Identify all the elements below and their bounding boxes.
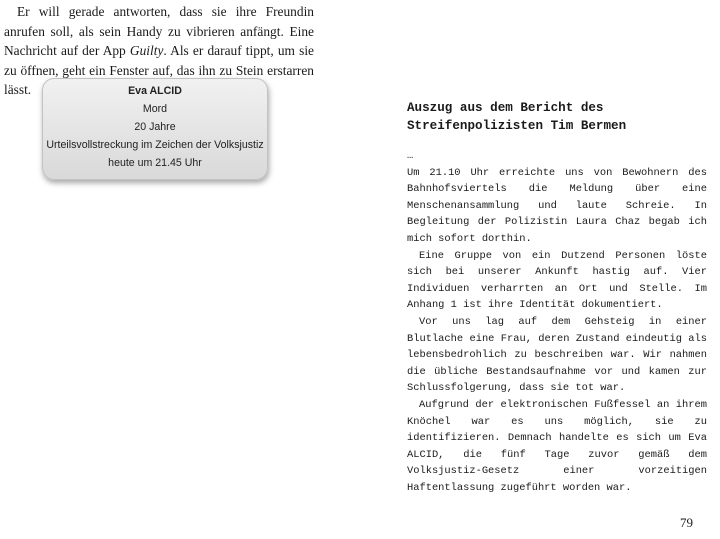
app-notification-popup[interactable] xyxy=(42,78,268,180)
right-page xyxy=(360,0,720,539)
report-paragraph-2: Eine Gruppe von ein Dutzend Personen löste sich bei unserer Ankunft hastig auf. Vier Individuen verharrten an Ort und Stelle. Im Anhang 1 ist ihre Identität dokumentiert. xyxy=(407,249,707,312)
notification-sentence: 20 Jahre xyxy=(134,121,176,133)
report-ellipsis: … xyxy=(407,150,414,162)
left-page xyxy=(0,0,330,539)
report-paragraph-1: Um 21.10 Uhr erreichte uns von Bewohnern des Bahnhofsviertels die Meldung über eine Menschenansammlung und laute Schreie. In Begleitung der Polizistin Laura Chaz begab ich mich sofort dorthin. xyxy=(407,166,707,245)
notification-crime: Mord xyxy=(142,103,168,115)
notification-time: heute um 21.45 Uhr xyxy=(108,157,202,169)
report-paragraph-3: Vor uns lag auf dem Gehsteig in einer Blutlache eine Frau, deren Zustand eindeutig als lebensbedrohlich zu beschreiben war. Wir nahmen die übliche Bestandsaufnahme vor und kamen zur Schlussfolgerung, dass sie tot war. xyxy=(407,315,707,395)
page-number: 79 xyxy=(680,515,693,530)
report-body xyxy=(407,148,707,496)
intro-text-start: Er will gerade antworten, dass sie ihre Freundin anrufen soll, als sein Handy zu vibrieren anfängt. Eine Nachricht auf der App xyxy=(4,4,314,58)
report-paragraph-4: Aufgrund der elektronischen Fußfessel an ihrem Knöchel war es uns möglich, sie zu identifizieren. Demnach handelte es sich um Eva ALCID, die fünf Tage zuvor gemäß dem Volksjustiz-Gesetz einer vorzeitigen Haftentlassung zugeführt worden war. xyxy=(407,398,707,494)
report-title-line-2: Streifenpolizisten Tim Bermen xyxy=(407,119,627,133)
app-name: Guilty xyxy=(129,43,164,58)
intro-text-end: . Als er darauf tippt, um sie zu öffnen, geht ein Fenster auf, das ihn zu Stein erstarren lässt. xyxy=(4,43,314,97)
notification-name: Eva ALCID xyxy=(128,85,182,97)
report-title xyxy=(407,99,707,135)
report-title-line-1: Auszug aus dem Bericht des xyxy=(407,101,604,115)
notification-message: Urteilsvollstreckung im Zeichen der Volksjustiz xyxy=(46,139,264,151)
